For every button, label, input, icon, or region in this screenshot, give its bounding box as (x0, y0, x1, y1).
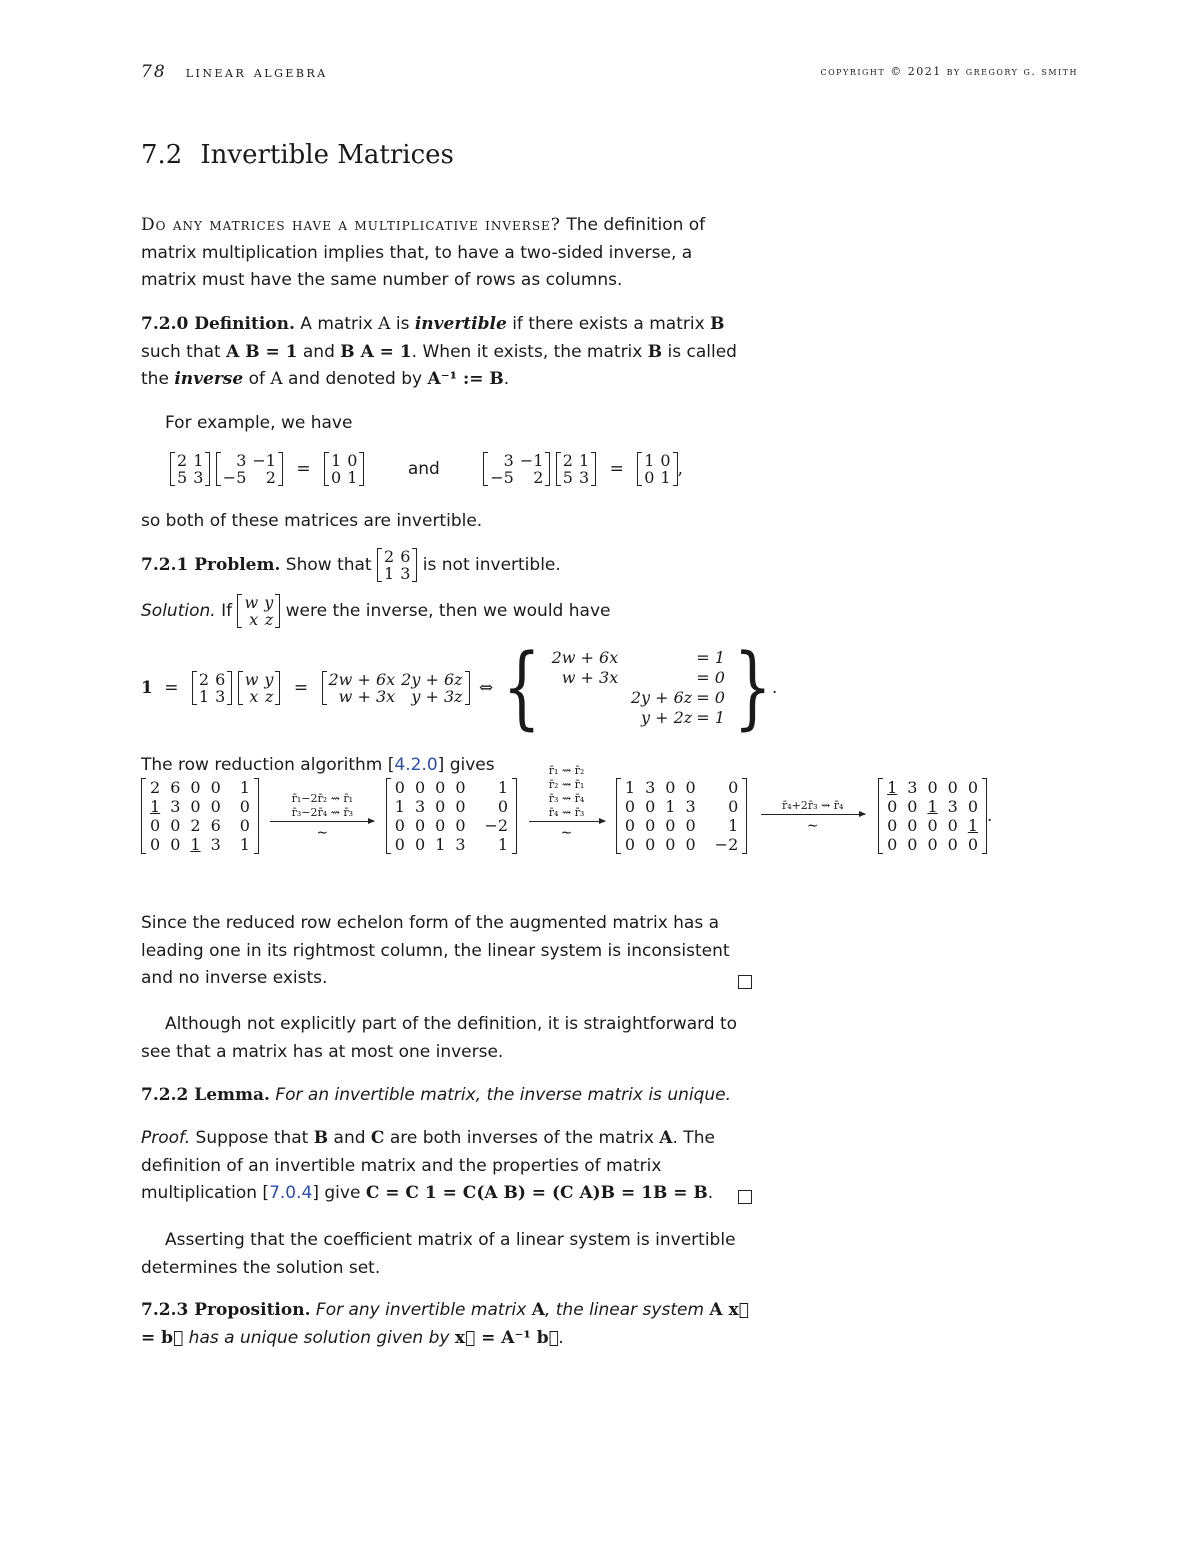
matrix-entry: 1 (239, 778, 250, 797)
matrix-entry: 1 (150, 797, 161, 816)
matrix-entry: 0 (927, 835, 938, 854)
matrix-entry: 0 (624, 797, 636, 816)
matrix-entry: 3 (455, 835, 466, 854)
matrix-entry: 0 (170, 835, 181, 854)
section-heading (141, 140, 454, 170)
proof-block (141, 1125, 752, 1208)
section-title: Invertible Matrices (200, 140, 454, 170)
matrix-n (216, 452, 283, 486)
system-term: = 0 (696, 688, 725, 707)
matrix-entry: 1 (624, 778, 636, 797)
definition-text: such that (141, 341, 227, 362)
matrix-entry: 0 (967, 778, 978, 797)
system-term: w + 3x (561, 668, 619, 687)
matrix-entry: 0 (947, 778, 958, 797)
lemma-label: 7.2.2 Lemma. (141, 1085, 270, 1105)
matrix-entry: x (249, 610, 259, 629)
matrix-entry: 3 (578, 468, 590, 487)
tilde-symbol: ∼ (560, 825, 573, 841)
matrix-entry: 2w + 6x (328, 670, 396, 689)
matrix-entry: 2 (198, 670, 210, 689)
proof-text: . (707, 1183, 714, 1203)
matrix-entry: 1 (578, 451, 590, 470)
lemma-block (141, 1082, 752, 1110)
matrix-entry: 2 (177, 451, 188, 470)
matrix-entry: 3 (210, 835, 221, 854)
matrix-entry: 0 (435, 778, 446, 797)
system-term (620, 668, 694, 688)
identity-symbol: 1 (141, 678, 153, 698)
matrix-entry: 0 (967, 797, 978, 816)
term-inverse: inverse (174, 369, 244, 389)
equals-sign: = (164, 678, 179, 698)
matrix-entry: 1 (728, 816, 739, 835)
definition-text: of (243, 369, 271, 389)
math-a: A (270, 369, 283, 389)
row-op: r̄₄+2r̄₃ ⇝ r̄₄ (781, 799, 844, 812)
tilde-symbol: ∼ (316, 825, 329, 841)
matrix-entry: 0 (665, 778, 676, 797)
definition-text: if there exists a matrix (506, 314, 711, 334)
matrix-entry: 0 (239, 816, 250, 835)
tilde-symbol: ∼ (806, 818, 819, 834)
problem-block (141, 548, 752, 582)
matrix-entry: 0 (644, 468, 655, 487)
matrix-entry: 1 (927, 797, 938, 816)
linear-system (546, 648, 728, 728)
matrix-entry: −2 (714, 835, 739, 854)
matrix-entry: 0 (624, 835, 636, 854)
matrix-entry: 0 (907, 835, 918, 854)
matrix-entry: 3 (414, 797, 426, 816)
header-left (141, 62, 328, 82)
row-reduction-text: The row reduction algorithm [ (141, 755, 395, 775)
math-solution: x⃗ = A⁻¹ b⃗ (454, 1327, 559, 1348)
row-op-arrow-2 (529, 764, 605, 840)
proof-text: Suppose that (190, 1128, 314, 1148)
matrix-entry: 0 (660, 451, 671, 470)
proof-text: . The definition of an invertible matrix and the properties of matrix multiplication [ (141, 1128, 715, 1203)
matrix-entry: y (264, 593, 274, 612)
matrix-entry: −5 (222, 468, 247, 487)
proof-text: are both inverses of the matrix (384, 1128, 660, 1148)
matrix-entry: x (249, 687, 259, 706)
matrix-entry: 6 (170, 778, 181, 797)
proof-equation: C = C 1 = C(A B) = (C A)B = 1B = B (365, 1183, 708, 1203)
matrix-entry: 3 (947, 797, 958, 816)
equals-sign: = (293, 678, 309, 698)
row-op: r̄₃−2r̄₄ ⇝ r̄₃ (291, 806, 354, 819)
math-c: C (370, 1128, 385, 1148)
proposition-text: . (558, 1327, 565, 1348)
matrix-entry: 6 (400, 547, 411, 566)
definition-text: and denoted by (282, 369, 428, 389)
intro-text: The definition of matrix multiplication implies that, to have a two-sided inverse, a matrix must have the same number of rows as columns. (141, 215, 706, 290)
equals-sign: = (609, 459, 624, 479)
row-op: r̄₁ ⇝ r̄₂ (548, 764, 585, 777)
matrix-entry: 0 (190, 778, 201, 797)
matrix-entry: 3 (645, 778, 656, 797)
matrix-entry: 1 (644, 451, 655, 470)
problem-label: 7.2.1 Problem. (141, 555, 281, 575)
solution-label: Solution. (141, 601, 216, 621)
row-op: r̄₂ ⇝ r̄₁ (548, 778, 585, 791)
paragraph-assert: Asserting that the coefficient matrix of a linear system is invertible determines the solution set. (141, 1230, 736, 1278)
matrix-entry: 0 (728, 797, 739, 816)
matrix-entry: w (244, 593, 259, 612)
math-a: A (531, 1300, 545, 1320)
paragraph-uniqueness: Although not explicitly part of the definition, it is straightforward to see that a matrix has at most one inverse. (141, 1014, 738, 1062)
matrix-entry: 2y + 6z (401, 670, 463, 689)
matrix-entry: 0 (394, 816, 405, 835)
matrix-entry: 5 (177, 468, 188, 487)
matrix-m (170, 452, 210, 486)
matrix-entry: 1 (331, 451, 342, 470)
proposition-label: 7.2.3 Proposition. (141, 1300, 311, 1320)
proof-text: ] give (312, 1183, 366, 1203)
proof-text: and (328, 1128, 371, 1148)
row-reduction-text: ] gives (437, 755, 495, 775)
running-title: linear algebra (185, 62, 328, 81)
definition-text: A matrix (294, 314, 379, 334)
row-op-arrow-3 (761, 799, 865, 833)
matrix-entry: 0 (497, 797, 509, 816)
solution-equation: 1 = 2 6 1 3 w y x z = 2w + 6x 2y + 6z w + 3x y + 3z ⇔ { 2w + 6x = 1 w + 3x = 0 2y + 6z = 0 y + 2z = 1 }. (141, 635, 778, 741)
matrix-entry: 0 (645, 797, 656, 816)
math-inverse: A⁻¹ := B (427, 369, 504, 389)
matrix-entry: 0 (685, 835, 696, 854)
row-op-arrow-1 (270, 792, 374, 840)
math-ba: B A = 1 (340, 341, 412, 362)
matrix-entry: 0 (645, 835, 656, 854)
matrix-entry: w + 3x (338, 687, 396, 706)
matrix-entry: 0 (435, 797, 446, 816)
matrix-entry: 0 (170, 816, 181, 835)
system-term: = 1 (696, 708, 725, 727)
matrix-entry: 0 (947, 816, 958, 835)
math-b: B (647, 341, 663, 362)
solution-intro (141, 594, 752, 628)
left-brace: { (502, 635, 541, 741)
matrix-entry: 3 (685, 797, 696, 816)
matrix-entry: 3 (170, 797, 181, 816)
matrix-entry: 0 (455, 797, 466, 816)
matrix-entry: 0 (685, 816, 696, 835)
matrix-m (556, 452, 596, 486)
matrix-entry: 0 (150, 835, 161, 854)
matrix-entry: 3 (907, 778, 918, 797)
matrix-entry: 2 (562, 451, 573, 470)
matrix-entry: 1 (347, 468, 358, 487)
iff-symbol: ⇔ (478, 678, 494, 698)
matrix-entry: 1 (497, 778, 509, 797)
augmented-matrix-2 (616, 778, 747, 854)
matrix-entry: −5 (490, 468, 514, 487)
proposition-block (141, 1297, 752, 1352)
proposition-text: For any invertible matrix (310, 1300, 532, 1320)
augmented-matrix-0 (141, 778, 259, 854)
conclusion-text: Since the reduced row echelon form of the augmented matrix has a leading one in its rightmost column, the linear system is inconsistent and no inverse exists. (141, 913, 730, 988)
system-term: y + 2z (640, 708, 693, 727)
matrix-entry: 1 (887, 778, 898, 797)
copyright-notice: copyright © 2021 by gregory g. smith (820, 65, 1078, 78)
matrix-entry: 0 (435, 816, 446, 835)
matrix-n (483, 452, 550, 486)
augmented-matrix-1 (386, 778, 517, 854)
matrix-identity (324, 452, 364, 486)
math-b: B (710, 314, 725, 334)
matrix-p (377, 548, 417, 582)
matrix-entry: 3 (193, 468, 204, 487)
definition-block (141, 311, 752, 394)
matrix-w (238, 671, 281, 705)
matrix-entry: z (265, 687, 274, 706)
matrix-entry: 3 (215, 687, 226, 706)
matrix-entry: 0 (331, 468, 342, 487)
matrix-entry: 2 (265, 468, 276, 487)
matrix-entry: 0 (455, 778, 466, 797)
example-equations: 2 1 5 3 3 −1 −5 2 = 1 0 0 1 and 3 −1 −5 2 2 1 5 3 = 1 0 0 1 , (170, 452, 683, 486)
matrix-entry: 0 (685, 778, 696, 797)
definition-text: is (390, 314, 415, 334)
matrix-entry: 2 (190, 816, 201, 835)
example-conclusion: so both of these matrices are invertible. (141, 511, 483, 531)
definition-text: is called the (141, 341, 737, 389)
math-a: A (378, 314, 391, 334)
matrix-entry: w (244, 670, 259, 689)
matrix-p (192, 671, 232, 705)
problem-text: Show that (280, 555, 377, 575)
system-term: = 0 (696, 668, 725, 687)
matrix-entry: 1 (239, 835, 250, 854)
system-term (546, 708, 620, 728)
qed-box (738, 1190, 752, 1204)
right-brace: } (733, 635, 772, 741)
matrix-entry: 2 (533, 468, 544, 487)
matrix-entry: y (264, 670, 274, 689)
math-b: B (313, 1128, 329, 1148)
row-reduction-chain: 2 6 0 0 1 1 3 0 0 0 0 0 2 6 0 0 0 1 3 1 r̄₁−2r̄₂ ⇝ r̄₁ r̄₃−2r̄₄ ⇝ r̄₃ ∼ 0 0 0 0 1 1 3 0 0 0 0 0 0 0 −2 0 0 1 3 1 r̄₁ ⇝ r̄₂ r̄₂ ⇝ r̄₁ r̄₃ ⇝ r̄₄ r̄₄ ⇝ r̄₃ ∼ 1 3 0 0 0 0 0 1 3 0 0 0 0 0 1 0 0 0 0 −2 r̄₄+2r̄₃ ⇝ r̄₄ ∼ 1 3 0 0 0 0 0 1 3 0 0 0 0 0 1 0 0 0 0 0 . (141, 778, 992, 854)
matrix-product (322, 671, 470, 705)
matrix-entry: 1 (497, 835, 509, 854)
matrix-entry: y + 3z (411, 687, 463, 706)
matrix-entry: 0 (190, 797, 201, 816)
system-term (546, 688, 620, 708)
math-system: A x⃗ = b⃗ (141, 1300, 749, 1348)
matrix-entry: 0 (414, 835, 426, 854)
equals-sign: = (296, 459, 311, 479)
system-term: = 1 (696, 648, 725, 667)
system-term (620, 648, 694, 668)
proposition-text: , the linear system (544, 1300, 710, 1320)
matrix-entry: 0 (927, 778, 938, 797)
matrix-entry: 1 (967, 816, 978, 835)
proof-label: Proof. (141, 1128, 191, 1148)
matrix-entry: 0 (887, 835, 898, 854)
matrix-entry: z (264, 610, 274, 629)
system-term: 2y + 6z (630, 688, 693, 707)
matrix-entry: 3 (236, 451, 247, 470)
definition-text: and (297, 341, 341, 362)
matrix-entry: 0 (967, 835, 978, 854)
matrix-entry: 6 (210, 816, 221, 835)
term-invertible: invertible (414, 314, 507, 334)
running-header (141, 62, 1078, 86)
matrix-entry: 0 (394, 835, 405, 854)
matrix-entry: 0 (150, 816, 161, 835)
matrix-entry: 1 (394, 797, 405, 816)
row-op: r̄₃ ⇝ r̄₄ (548, 792, 585, 805)
matrix-entry: 0 (665, 816, 676, 835)
matrix-entry: 2 (150, 778, 161, 797)
row-op: r̄₄ ⇝ r̄₃ (548, 806, 585, 819)
matrix-entry: −1 (252, 451, 276, 470)
matrix-entry: 0 (394, 778, 405, 797)
math-ab: A B = 1 (226, 341, 298, 362)
matrix-entry: 1 (198, 687, 210, 706)
ref-link[interactable]: 7.0.4 (269, 1183, 313, 1203)
intro-paragraph (141, 212, 752, 295)
matrix-w (237, 594, 280, 628)
row-op: r̄₁−2r̄₂ ⇝ r̄₁ (291, 792, 354, 805)
matrix-entry: 0 (907, 816, 918, 835)
matrix-entry: 1 (384, 564, 395, 583)
matrix-entry: 0 (665, 835, 676, 854)
matrix-entry: 2 (384, 547, 395, 566)
matrix-entry: 0 (645, 816, 656, 835)
word-and: and (407, 459, 440, 479)
matrix-entry: 0 (887, 797, 898, 816)
matrix-entry: 0 (210, 778, 221, 797)
row-reduction-intro (141, 752, 752, 780)
matrix-entry: 0 (887, 816, 898, 835)
matrix-identity (637, 452, 677, 486)
matrix-entry: 0 (239, 797, 250, 816)
intro-lead: Do any matrices have a multiplicative inverse? (141, 215, 561, 235)
matrix-entry: 0 (455, 816, 466, 835)
math-a: A (659, 1128, 673, 1148)
definition-text: . (503, 369, 510, 389)
augmented-matrix-3 (878, 778, 987, 854)
matrix-entry: 3 (400, 564, 411, 583)
matrix-entry: 0 (414, 778, 426, 797)
matrix-entry: 6 (215, 670, 226, 689)
matrix-entry: 1 (193, 451, 204, 470)
solution-conclusion (141, 910, 752, 993)
matrix-entry: 0 (927, 816, 938, 835)
solution-text: were the inverse, then we would have (280, 601, 611, 621)
matrix-entry: 0 (728, 778, 739, 797)
matrix-entry: 0 (414, 816, 426, 835)
problem-text: is not invertible. (417, 555, 561, 575)
matrix-entry: 3 (503, 451, 514, 470)
page-number: 78 (141, 62, 167, 82)
matrix-entry: 1 (435, 835, 446, 854)
matrix-entry: 0 (347, 451, 358, 470)
matrix-entry: −1 (519, 451, 544, 470)
qed-box (738, 975, 752, 989)
matrix-entry: 0 (624, 816, 636, 835)
proposition-text: has a unique solution given by (183, 1327, 455, 1348)
matrix-entry: 0 (210, 797, 221, 816)
matrix-entry: 0 (947, 835, 958, 854)
lemma-text: For an invertible matrix, the inverse matrix is unique. (269, 1085, 732, 1105)
matrix-entry: 1 (665, 797, 676, 816)
system-term: 2w + 6x (551, 648, 619, 667)
matrix-entry: 1 (660, 468, 671, 487)
matrix-entry: 0 (907, 797, 918, 816)
example-intro: For example, we have (165, 413, 353, 433)
matrix-entry: 1 (190, 835, 201, 854)
matrix-entry: −2 (484, 816, 509, 835)
definition-text: . When it exists, the matrix (411, 341, 648, 362)
definition-label: 7.2.0 Definition. (141, 314, 295, 334)
section-number: 7.2 (141, 140, 183, 170)
matrix-entry: 5 (562, 468, 573, 487)
ref-link[interactable]: 4.2.0 (394, 755, 438, 775)
solution-text: If (215, 601, 238, 621)
